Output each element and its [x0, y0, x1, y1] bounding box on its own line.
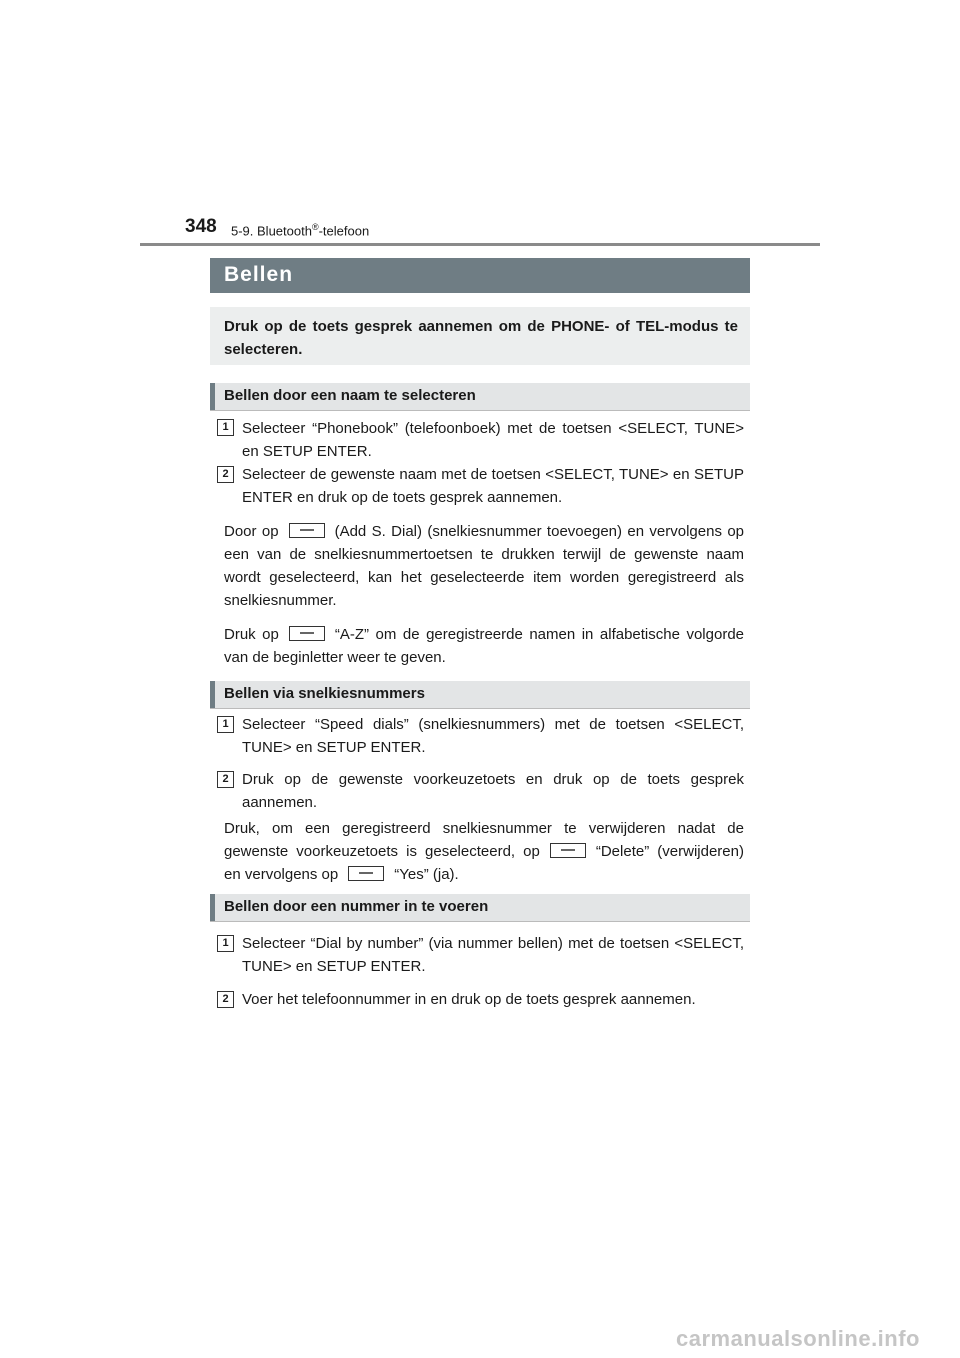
step-text: Selecteer de gewenste naam met de toetsen <SELECT, TUNE> en SETUP ENTER en druk op de toets gesprek aannemen.: [242, 466, 744, 506]
note-paragraph: Druk op “A-Z” om de geregistreerde namen in alfabetische volgorde van de beginletter weer te geven.: [224, 626, 744, 666]
step-text: Druk op de gewenste voorkeuzetoets en druk op de toets gesprek aannemen.: [242, 771, 744, 811]
section-heading-speed-dials: Bellen via snelkiesnummers: [210, 681, 750, 708]
step-number: 2: [217, 466, 234, 483]
section-heading-number-entry: Bellen door een nummer in te voeren: [210, 894, 750, 921]
intro-box: Druk op de toets gesprek aannemen om de PHONE- of TEL-modus te selecteren.: [210, 307, 750, 365]
yes-button-icon: [348, 866, 384, 881]
note-paragraph: Door op (Add S. Dial) (snelkiesnummer toevoegen) en vervolgens op een van de snelkiesnummertoetsen te drukken terwijl de gewenste naam wordt geselecteerd, kan het geselecteerde item worden geregistreerd als snelkiesnummer.: [224, 523, 745, 609]
header-divider: [140, 243, 820, 246]
step-text: Selecteer “Dial by number” (via nummer bellen) met de toetsen <SELECT, TUNE> en SETUP ENTER.: [242, 935, 744, 975]
az-button-icon: [289, 626, 325, 641]
step-number: 1: [217, 935, 234, 952]
page-number: 348: [185, 216, 217, 237]
step-text: Selecteer “Phonebook” (telefoonboek) met de toetsen <SELECT, TUNE> en SETUP ENTER.: [242, 420, 744, 460]
delete-button-icon: [550, 843, 586, 858]
step-number: 1: [217, 716, 234, 733]
section-divider: [210, 708, 750, 709]
step-number: 2: [217, 991, 234, 1008]
step-text: Voer het telefoonnummer in en druk op de toets gesprek aannemen.: [242, 991, 696, 1008]
page-title: Bellen: [210, 258, 750, 293]
chapter-title: 5-9. Bluetooth®-telefoon: [231, 222, 370, 239]
step-text: Selecteer “Speed dials” (snelkiesnummers) met de toetsen <SELECT, TUNE> en SETUP ENTER.: [242, 716, 744, 756]
watermark: carmanualsonline.info: [676, 1326, 920, 1351]
section-heading-name: Bellen door een naam te selecteren: [210, 383, 750, 410]
step-number: 1: [217, 419, 234, 436]
step-number: 2: [217, 771, 234, 788]
note-paragraph: Druk, om een geregistreerd snelkiesnummer te verwijderen nadat de gewenste voorkeuzetoets is geselecteerd, op “Delete” (verwijderen) en vervolgens op “Yes” (ja).: [224, 820, 744, 883]
add-speed-dial-button-icon: [289, 523, 325, 538]
section-divider: [210, 410, 750, 411]
section-divider: [210, 921, 750, 922]
